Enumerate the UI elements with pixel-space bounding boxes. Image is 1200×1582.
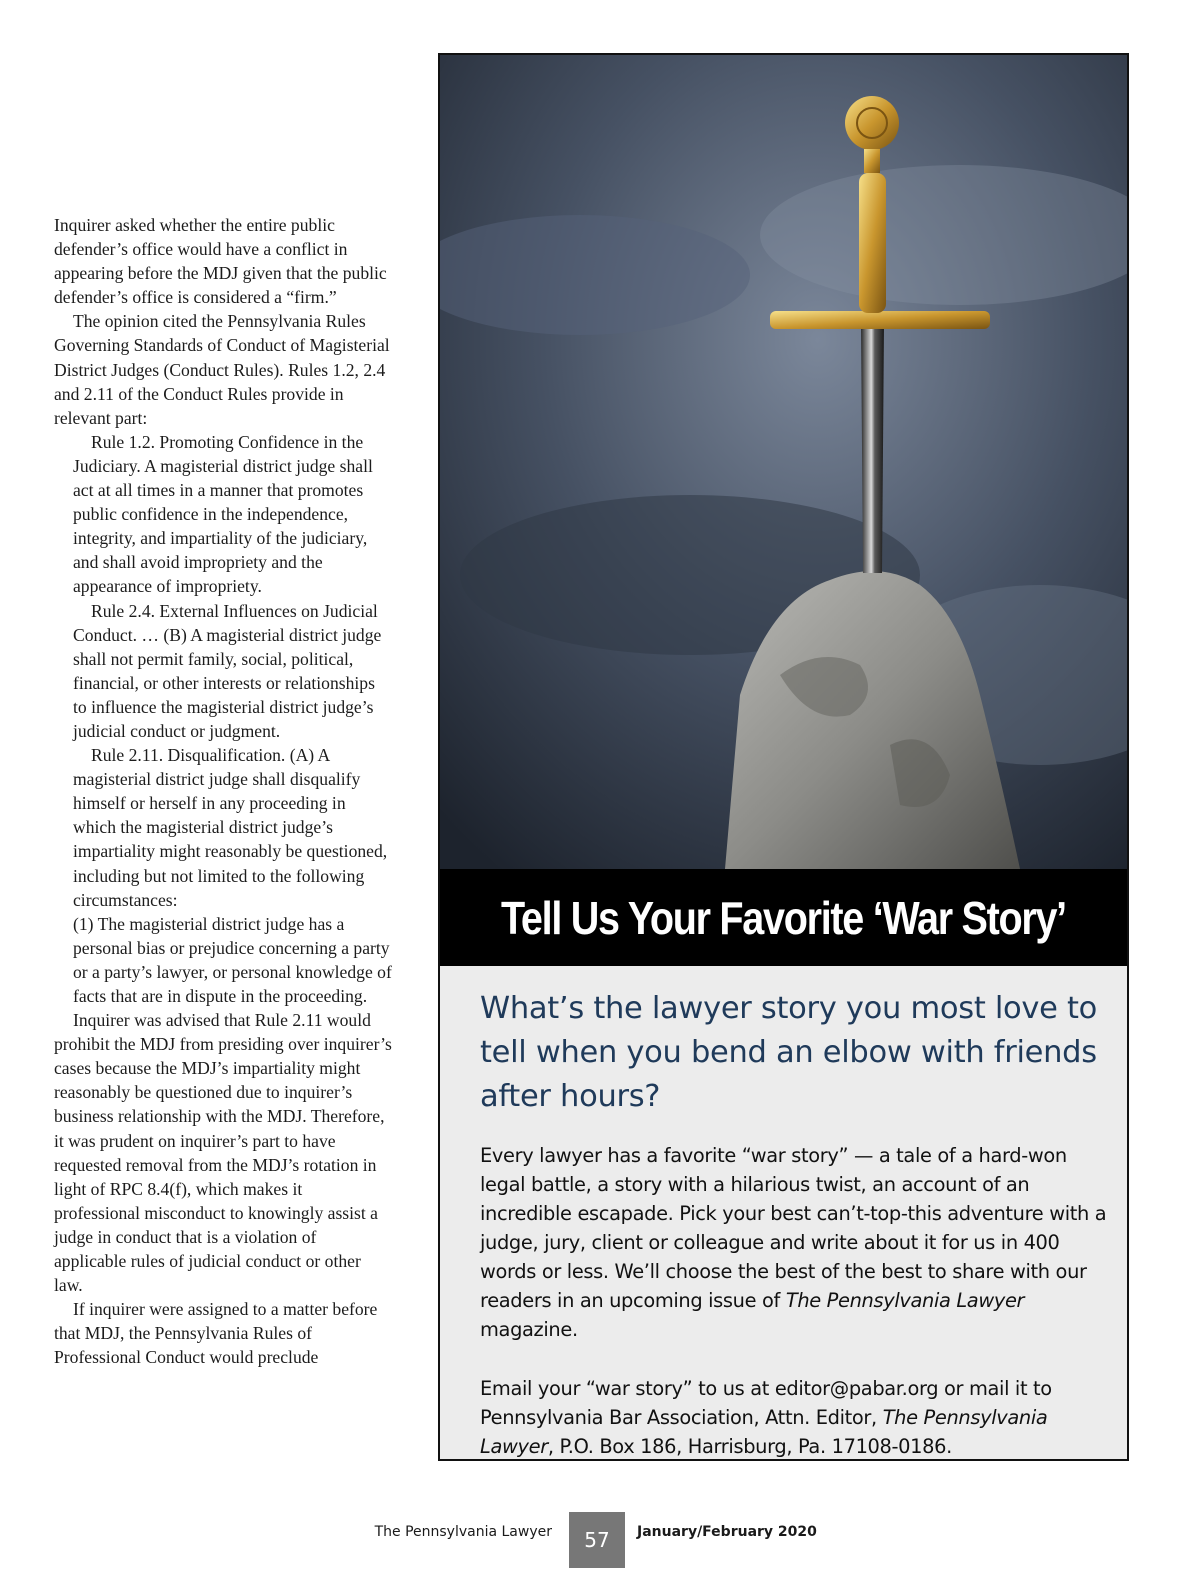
article-paragraph: Rule 2.4. External Influences on Judicial Conduct. … (B) A magisterial district judge shall not permit family, social, political, financial, or other interests or relationships to influence the magisterial district judge’s judicial conduct or judgment. [73,600,382,741]
ad-paragraph-1: Every lawyer has a favorite “war story” — a tale of a hard-won legal battle, a story with a hilarious twist, an account of an incredible escapade. Pick your best can’t-top-this adventure with a judge, jury, client or colleague and write about it for us in 400 words or less. We’ll choose the best of the best to share with our readers in an upcoming issue of The Pennsylvania Lawyer magazine. [480,1144,1107,1341]
article-paragraph: The opinion cited the Pennsylvania Rules Governing Standards of Conduct of Magisterial District Judges (Conduct Rules). Rules 1.2, 2.4 and 2.11 of the Conduct Rules provide in relevant part: [54,311,390,428]
ad-body [480,987,1110,1491]
footer-issue: January/February 2020 [637,1524,817,1540]
ad-paragraph-2: Email your “war story” to us at editor@pabar.org or mail it to Pennsylvania Bar Association, Attn. Editor, The Pennsylvania Lawyer, P.O. Box 186, Harrisburg, Pa. 17108-0186. [480,1377,1052,1458]
article-paragraph: If inquirer were assigned to a matter before that MDJ, the Pennsylvania Rules of Professional Conduct would preclude [54,1299,378,1368]
magazine-title: The Pennsylvania Lawyer [480,1406,1048,1458]
article-paragraph: Rule 1.2. Promoting Confidence in the Judiciary. A magisterial district judge shall act at all times in a manner that promotes public confidence in the independence, integrity, and impartiality of the judiciary, and shall avoid impropriety and the appearance of impropriety. [73,431,373,597]
magazine-title: The Pennsylvania Lawyer [785,1289,1025,1312]
footer-publication: The Pennsylvania Lawyer [374,1524,552,1540]
page-footer [0,1512,1200,1556]
ad-banner [440,869,1127,966]
ad-question: What’s the lawyer story you most love to tell when you bend an elbow with friends after hours? [480,991,1098,1114]
article-paragraph: Rule 2.11. Disqualification. (A) A magisterial district judge shall disqualify himself or herself in any proceeding in which the magisterial district judge’s impartiality might reasonably be questioned, including but not limited to the following circumstances: [73,745,388,910]
article-column [54,213,392,1370]
war-story-ad [438,53,1129,1461]
ad-banner-title: Tell Us Your Favorite ‘War Story’ [501,891,1066,944]
article-paragraph: Inquirer asked whether the entire public defender’s office would have a conflict in appearing before the MDJ given that the public defender’s office is considered a “firm.” [54,215,387,308]
article-paragraph: Inquirer was advised that Rule 2.11 would prohibit the MDJ from presiding over inquirer’s cases because the MDJ’s impartiality might reasonably be questioned due to inquirer’s business relationship with the MDJ. Therefore, it was prudent on inquirer’s part to have requested removal from the MDJ’s rotation in light of RPC 8.4(f), which makes it professional misconduct to knowingly assist a judge in conduct that is a violation of applicable rules of judicial conduct or other law. [54,1010,392,1296]
article-paragraph: (1) The magisterial district judge has a personal bias or prejudice concerning a party or a party’s lawyer, or personal knowledge of facts that are in dispute in the proceeding. [73,913,392,1006]
page-number: 57 [569,1512,625,1568]
sword-in-stone-photo [440,55,1127,869]
